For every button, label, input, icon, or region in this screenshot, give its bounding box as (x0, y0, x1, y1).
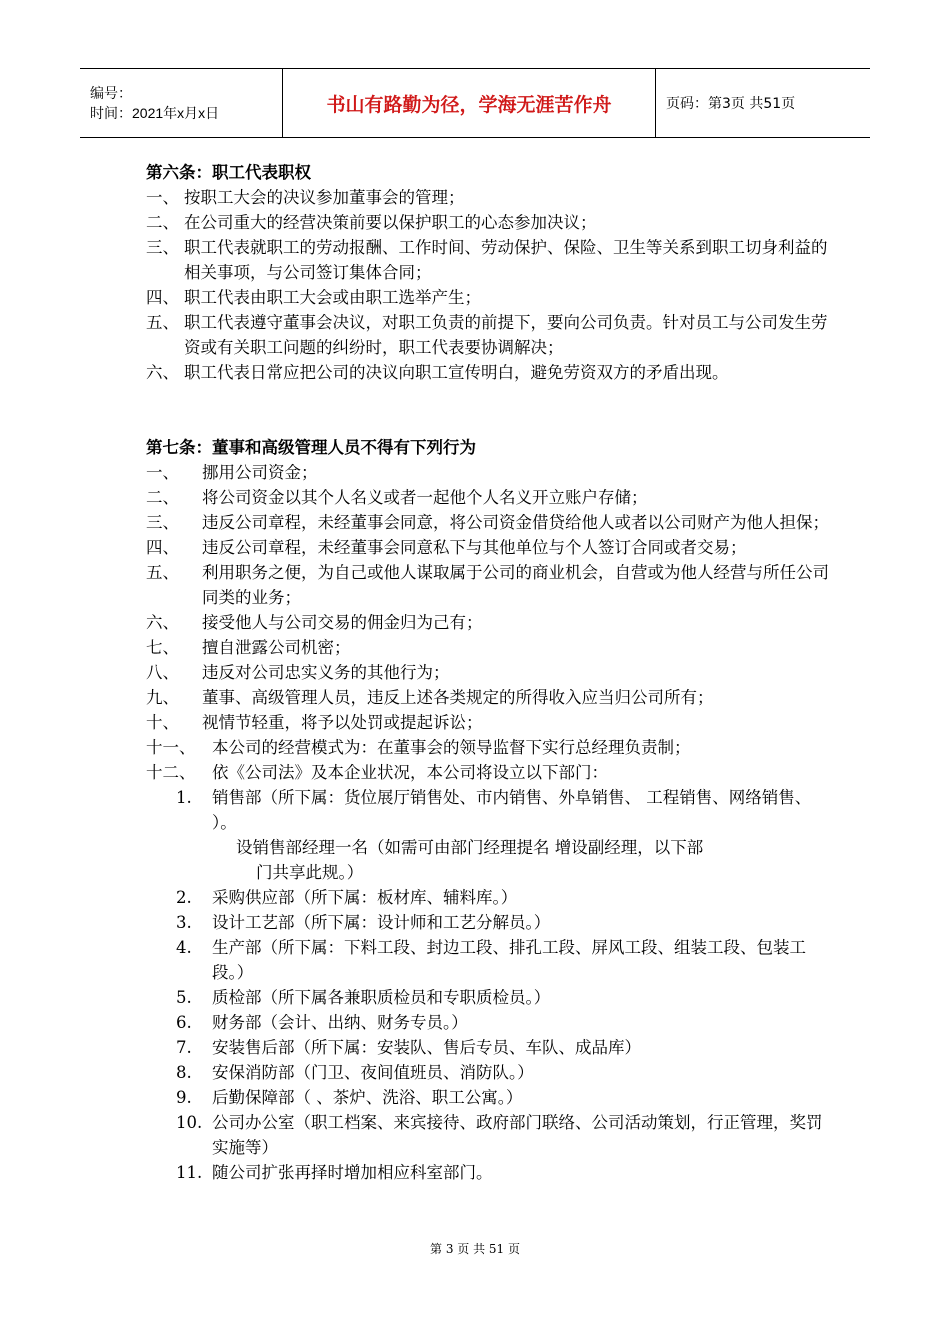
article-7-item (146, 560, 836, 610)
article-6-item (146, 360, 836, 385)
item-marker: 四、 (146, 288, 179, 307)
item-text: 违反公司章程，未经董事会同意，将公司资金借贷给他人或者以公司财产为他人担保； (202, 513, 829, 532)
article-6-list (146, 185, 836, 385)
item-text: 安装售后部（所下属：安装队、售后专员、车队、成品库） (212, 1038, 641, 1057)
article-7-item-12 (146, 760, 836, 785)
item-text: 依《公司法》及本企业状况，本公司将设立以下部门： (212, 763, 608, 782)
item-text: 采购供应部（所下属：板材库、辅料库。） (212, 888, 518, 907)
item-marker: 10. (176, 1113, 203, 1132)
item-marker: 四、 (146, 538, 179, 557)
document-body (146, 160, 836, 1185)
item-text: 后勤保障部（ 、茶炉、洗浴、职工公寓。） (212, 1088, 523, 1107)
item-marker: 5. (176, 988, 192, 1007)
item-marker: 二、 (146, 213, 179, 232)
item-text: 设计工艺部（所下属：设计师和工艺分解员。） (212, 913, 551, 932)
item-text: 利用职务之便，为自己或他人谋取属于公司的商业机会，自营或为他人经营与所任公司同类的业务； (202, 563, 829, 607)
item-marker: 九、 (146, 688, 179, 707)
article-7-title: 第七条：董事和高级管理人员不得有下列行为 (146, 438, 476, 457)
article-6-item (146, 285, 836, 310)
item-marker: 三、 (146, 513, 179, 532)
item-marker: 一、 (146, 188, 179, 207)
item-text: 公司办公室（职工档案、来宾接待、政府部门联络、公司活动策划，行正管理，奖罚实施等） (212, 1113, 823, 1157)
item-text: 安保消防部（门卫、夜间值班员、消防队。） (212, 1063, 534, 1082)
article-6-item (146, 310, 836, 360)
item-marker: 8. (176, 1063, 192, 1082)
article-6-title: 第六条：职工代表职权 (146, 163, 311, 182)
item-marker: 9. (176, 1088, 192, 1107)
article-7-item-11 (146, 735, 836, 760)
article-7-item (146, 710, 836, 735)
item-text: 职工代表日常应把公司的决议向职工宣传明白，避免劳资双方的矛盾出现。 (184, 363, 729, 382)
item-marker: 五、 (146, 313, 179, 332)
item-marker: 4. (176, 938, 192, 957)
department-list (146, 885, 836, 1185)
item-text: 财务部（会计、出纳、财务专员。） (212, 1013, 468, 1032)
department-note-line-2: 门共享此规。） (256, 863, 364, 882)
article-7-item (146, 535, 836, 560)
department-item (146, 1010, 836, 1035)
article-7-item (146, 635, 836, 660)
page-footer: 第 3 页 共 51 页 (430, 1242, 520, 1256)
article-7-item (146, 685, 836, 710)
item-text: 随公司扩张再择时增加相应科室部门。 (212, 1163, 493, 1182)
item-marker: 6. (176, 1013, 192, 1032)
section-gap (146, 385, 836, 435)
item-text: 职工代表由职工大会或由职工选举产生； (184, 288, 481, 307)
item-text: 违反公司章程，未经董事会同意私下与其他单位与个人签订合同或者交易； (202, 538, 747, 557)
article-7-item (146, 510, 836, 535)
article-7-item (146, 660, 836, 685)
item-marker: 7. (176, 1038, 192, 1057)
department-item (146, 1060, 836, 1085)
item-text: 擅自泄露公司机密； (202, 638, 351, 657)
article-6-item (146, 210, 836, 235)
department-item (146, 1160, 836, 1185)
department-item (146, 1035, 836, 1060)
item-marker: 十、 (146, 713, 179, 732)
item-marker: 七、 (146, 638, 179, 657)
item-text: 董事、高级管理人员，违反上述各类规定的所得收入应当归公司所有； (202, 688, 714, 707)
article-6-item (146, 185, 836, 210)
item-marker: 一、 (146, 463, 179, 482)
item-text: 将公司资金以其个人名义或者一起他个人名义开立账户存储； (202, 488, 648, 507)
header-page-info: 页码：第3页 共51页 (666, 96, 796, 112)
department-note-line-1: 设销售部经理一名（如需可由部门经理提名 增设副经理，以下部 (236, 838, 704, 857)
department-item (146, 1110, 836, 1160)
item-marker: 六、 (146, 363, 179, 382)
item-marker: 二、 (146, 488, 179, 507)
item-text: 违反对公司忠实义务的其他行为； (202, 663, 450, 682)
department-item (146, 935, 836, 985)
department-item (146, 985, 836, 1010)
item-text: 接受他人与公司交易的佣金归为己有； (202, 613, 483, 632)
document-time-label: 时间：2021年x月x日 (90, 105, 220, 121)
item-text: 视情节轻重，将予以处罚或提起诉讼； (202, 713, 483, 732)
department-item-1 (146, 785, 836, 835)
header-motto: 书山有路勤为径，学海无涯苦作舟 (282, 69, 656, 137)
document-number-label: 编号： (90, 85, 132, 101)
department-item (146, 910, 836, 935)
item-text: 在公司重大的经营决策前要以保护职工的心态参加决议； (184, 213, 597, 232)
article-7-item (146, 460, 836, 485)
item-marker: 六、 (146, 613, 179, 632)
item-text: 销售部（所下属：货位展厅销售处、市内销售、外阜销售、 工程销售、网络销售、 ）。 (212, 788, 812, 832)
item-text: 质检部（所下属各兼职质检员和专职质检员。） (212, 988, 551, 1007)
article-6-item (146, 235, 836, 285)
item-marker: 八、 (146, 663, 179, 682)
item-marker: 五、 (146, 563, 179, 582)
article-7-item (146, 610, 836, 635)
item-text: 挪用公司资金； (202, 463, 318, 482)
item-marker: 三、 (146, 238, 179, 257)
item-text: 按职工大会的决议参加董事会的管理； (184, 188, 465, 207)
item-text: 本公司的经营模式为：在董事会的领导监督下实行总经理负责制； (212, 738, 691, 757)
article-7-list (146, 460, 836, 735)
page-header (80, 68, 870, 138)
item-marker: 十一、 (146, 738, 196, 757)
department-item (146, 885, 836, 910)
item-text: 职工代表遵守董事会决议，对职工负责的前提下，要向公司负责。针对员工与公司发生劳资或有关职工问题的纠纷时，职工代表要协调解决； (184, 313, 828, 357)
item-text: 生产部（所下属：下料工段、封边工段、排孔工段、屏风工段、组装工段、包装工段。） (212, 938, 806, 982)
department-item (146, 1085, 836, 1110)
item-marker: 十二、 (146, 763, 196, 782)
header-meta (80, 69, 282, 137)
item-marker: 1. (176, 788, 192, 807)
item-marker: 3. (176, 913, 192, 932)
item-text: 职工代表就职工的劳动报酬、工作时间、劳动保护、保险、卫生等关系到职工切身利益的相关事项，与公司签订集体合同； (184, 238, 828, 282)
article-7-item (146, 485, 836, 510)
item-marker: 2. (176, 888, 192, 907)
item-marker: 11. (176, 1163, 203, 1182)
